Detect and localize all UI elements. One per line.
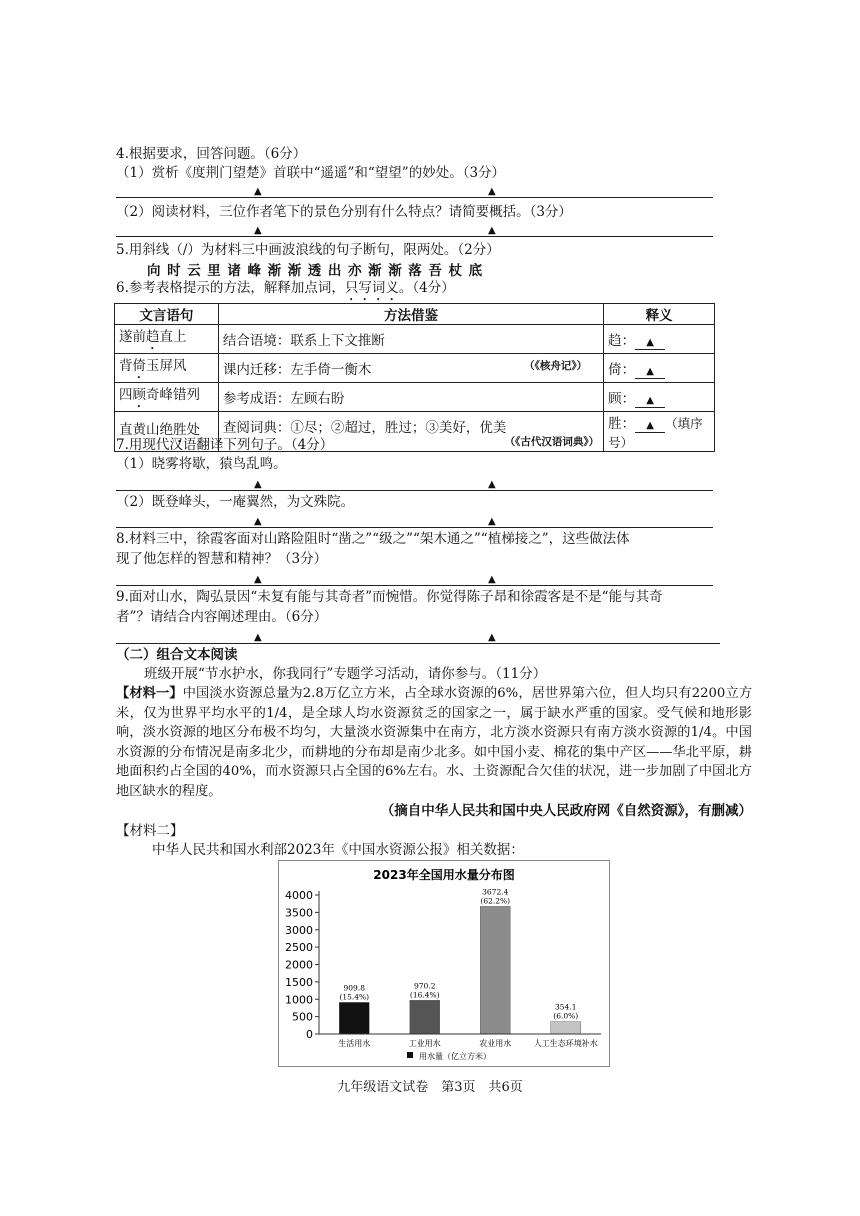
- y-tick-label: 500: [292, 1010, 313, 1024]
- table-header: 方法借鉴: [218, 304, 603, 325]
- q6-title-emphasis: 只写词义: [344, 280, 399, 296]
- gloss-cell[interactable]: 趋： ▲: [604, 325, 715, 354]
- phrase-cell: 背倚玉屏风: [115, 354, 219, 383]
- q4-sub2: （2）阅读材料，三位作者笔下的景色分别有什么特点？请简要概括。（3分）: [116, 204, 572, 220]
- bar: [480, 906, 510, 1034]
- y-tick-label: 1000: [285, 993, 313, 1007]
- y-tick-label: 4000: [285, 889, 313, 902]
- data-label: 909.8: [343, 983, 365, 993]
- q6-title: [116, 279, 455, 304]
- q5-sentence[interactable]: 向时云里诸峰渐渐透出亦渐渐落吾杖底: [147, 263, 489, 279]
- gloss-cell[interactable]: 倚： ▲: [604, 354, 715, 383]
- material-one: [116, 684, 752, 802]
- answer-marker: ▲: [254, 186, 262, 197]
- material-two-label: 【材料二】: [116, 823, 184, 839]
- answer-marker: ▲: [488, 516, 496, 527]
- x-tick-label: 工业用水: [408, 1039, 441, 1048]
- material-one-source: （摘自中华人民共和国中央人民政府网《自然资源》，有删减）: [380, 803, 752, 819]
- legend: [407, 1051, 491, 1061]
- bar: [410, 1000, 440, 1034]
- data-label-percent: (6.0%): [553, 1011, 579, 1021]
- answer-line[interactable]: [116, 566, 713, 588]
- answer-marker: ▲: [254, 632, 262, 643]
- q6-title-post: 。（4分）: [398, 280, 455, 296]
- section-heading: （二）组合文本阅读: [116, 647, 238, 663]
- data-label: 970.2: [414, 981, 436, 991]
- data-label-percent: (16.4%): [409, 990, 440, 1000]
- y-tick-label: 1500: [285, 975, 313, 989]
- answer-marker: ▲: [254, 516, 262, 527]
- answer-line[interactable]: [116, 624, 720, 646]
- q8-line1: 8.材料三中，徐霞客面对山路险阻时“凿之”“级之”“架木通之”“植梯接之”，这些做法体: [116, 531, 630, 547]
- y-axis: [285, 889, 319, 1041]
- method-cell: 结合语境：联系上下文推断: [218, 325, 603, 354]
- answer-marker: ▲: [488, 632, 496, 643]
- y-tick-label: 0: [306, 1028, 313, 1041]
- material-one-label: 【材料一】: [116, 686, 183, 701]
- answer-marker: ▲: [488, 186, 496, 197]
- answer-marker: ▲: [254, 225, 262, 236]
- y-tick-label: 3000: [285, 923, 313, 937]
- method-cell: 参考成语：左顾右盼: [218, 383, 603, 412]
- q7-sub2: （2）既登峰头，一庵翼然，为文殊院。: [116, 494, 355, 510]
- method-cell: 查阅词典：①尽；②超过，胜过；③美好，优美 （《古代汉语词典》）: [218, 412, 603, 452]
- bar: [551, 1022, 581, 1034]
- chart-title: 2023年全国用水量分布图: [373, 868, 515, 882]
- table-row: [115, 325, 715, 354]
- x-tick-label: 人工生态环境补水: [533, 1039, 598, 1048]
- page-footer: 九年级语文试卷 第3页 共6页: [337, 1080, 523, 1095]
- material-one-text: 中国淡水资源总量为2.8万亿立方米，占全球水资源的6%，居世界第六位，但人均只有2200立方米，仅为世界平均水平的1/4，是全球人均水资源贫乏的国家之一，属于缺水严重的国家。受气候和地形影响，淡水资源的地区分布极不均匀，大量淡水资源集中在南方，北方淡水资源只有南方淡水资源的1/4。中国水资源的分布情况是南多北少，而耕地的分布却是南少北多。如中国小麦、棉花的集中产区——华北平原，耕地面积约占全国的40%，而水资源只占全国的6%左右。水、土资源配合欠佳的状况，进一步加剧了中国北方地区缺水的程度。: [116, 686, 753, 799]
- bar: [339, 1002, 369, 1034]
- legend-swatch: [407, 1052, 413, 1058]
- chart-svg: [279, 861, 609, 1066]
- q7-sub1: （1）晓雾将歇，猿鸟乱鸣。: [116, 456, 287, 472]
- answer-line[interactable]: [116, 217, 713, 239]
- legend-label: 用水量（亿立方米）: [419, 1052, 491, 1061]
- q6-title-pre: 6.参考表格提示的方法，解释加点词，: [116, 280, 345, 296]
- table-header: 文言语句: [115, 304, 219, 325]
- y-tick-label: 3500: [285, 906, 313, 920]
- answer-marker: ▲: [488, 225, 496, 236]
- q4-title: 4.根据要求，回答问题。（6分）: [116, 146, 307, 162]
- table-row: [115, 354, 715, 383]
- material-two-intro: 中华人民共和国水利部2023年《中国水资源公报》相关数据：: [152, 842, 524, 858]
- q9-line2: 者”？请结合内容阐述理由。（6分）: [116, 609, 328, 625]
- q5-title: 5.用斜线（/）为材料三中画波浪线的句子断句，限两处。（2分）: [116, 242, 500, 258]
- answer-marker: ▲: [488, 574, 496, 585]
- section-intro: 班级开展“节水护水，你我同行”专题学习活动，请你参与。（11分）: [144, 666, 547, 682]
- data-label: 3672.4: [482, 887, 509, 897]
- answer-line[interactable]: [116, 471, 713, 493]
- answer-marker: ▲: [488, 479, 496, 490]
- answer-line[interactable]: [116, 178, 713, 200]
- bars: [339, 887, 581, 1034]
- gloss-cell[interactable]: 胜： ▲ （填序号）: [604, 412, 715, 452]
- method-cell: 课内迁移：左手倚一衡木 （《核舟记》）: [218, 354, 603, 383]
- method-table: [114, 303, 715, 452]
- answer-line[interactable]: [116, 508, 713, 530]
- table-row: [115, 383, 715, 412]
- y-tick-label: 2000: [285, 958, 313, 972]
- data-label-percent: (15.4%): [339, 992, 370, 1002]
- y-tick-label: 2500: [285, 941, 313, 955]
- q9-line1: 9.面对山水，陶弘景因“未复有能与其奇者”而惋惜。你觉得陈子昂和徐霞客是不是“能与其奇: [116, 589, 663, 605]
- x-tick-label: 生活用水: [338, 1039, 371, 1048]
- answer-marker: ▲: [254, 479, 262, 490]
- x-axis: [319, 1034, 601, 1048]
- q8-line2: 现了他怎样的智慧和精神？（3分）: [116, 551, 328, 567]
- data-label: 354.1: [555, 1002, 577, 1012]
- water-usage-chart: [278, 860, 610, 1067]
- q4-sub1: （1）赏析《度荆门望楚》首联中“遥遥”和“望望”的妙处。（3分）: [116, 165, 506, 181]
- q7-title: 7.用现代汉语翻译下列句子。（4分）: [116, 437, 334, 453]
- answer-marker: ▲: [254, 574, 262, 585]
- phrase-cell: 直黄山绝胜处: [115, 412, 219, 452]
- gloss-cell[interactable]: 顾： ▲: [604, 383, 715, 412]
- data-label-percent: (62.2%): [480, 896, 511, 906]
- phrase-cell: 遂前趋直上: [115, 325, 219, 354]
- phrase-cell: 四顾奇峰错列: [115, 383, 219, 412]
- x-tick-label: 农业用水: [479, 1039, 512, 1048]
- table-header: 释义: [604, 304, 715, 325]
